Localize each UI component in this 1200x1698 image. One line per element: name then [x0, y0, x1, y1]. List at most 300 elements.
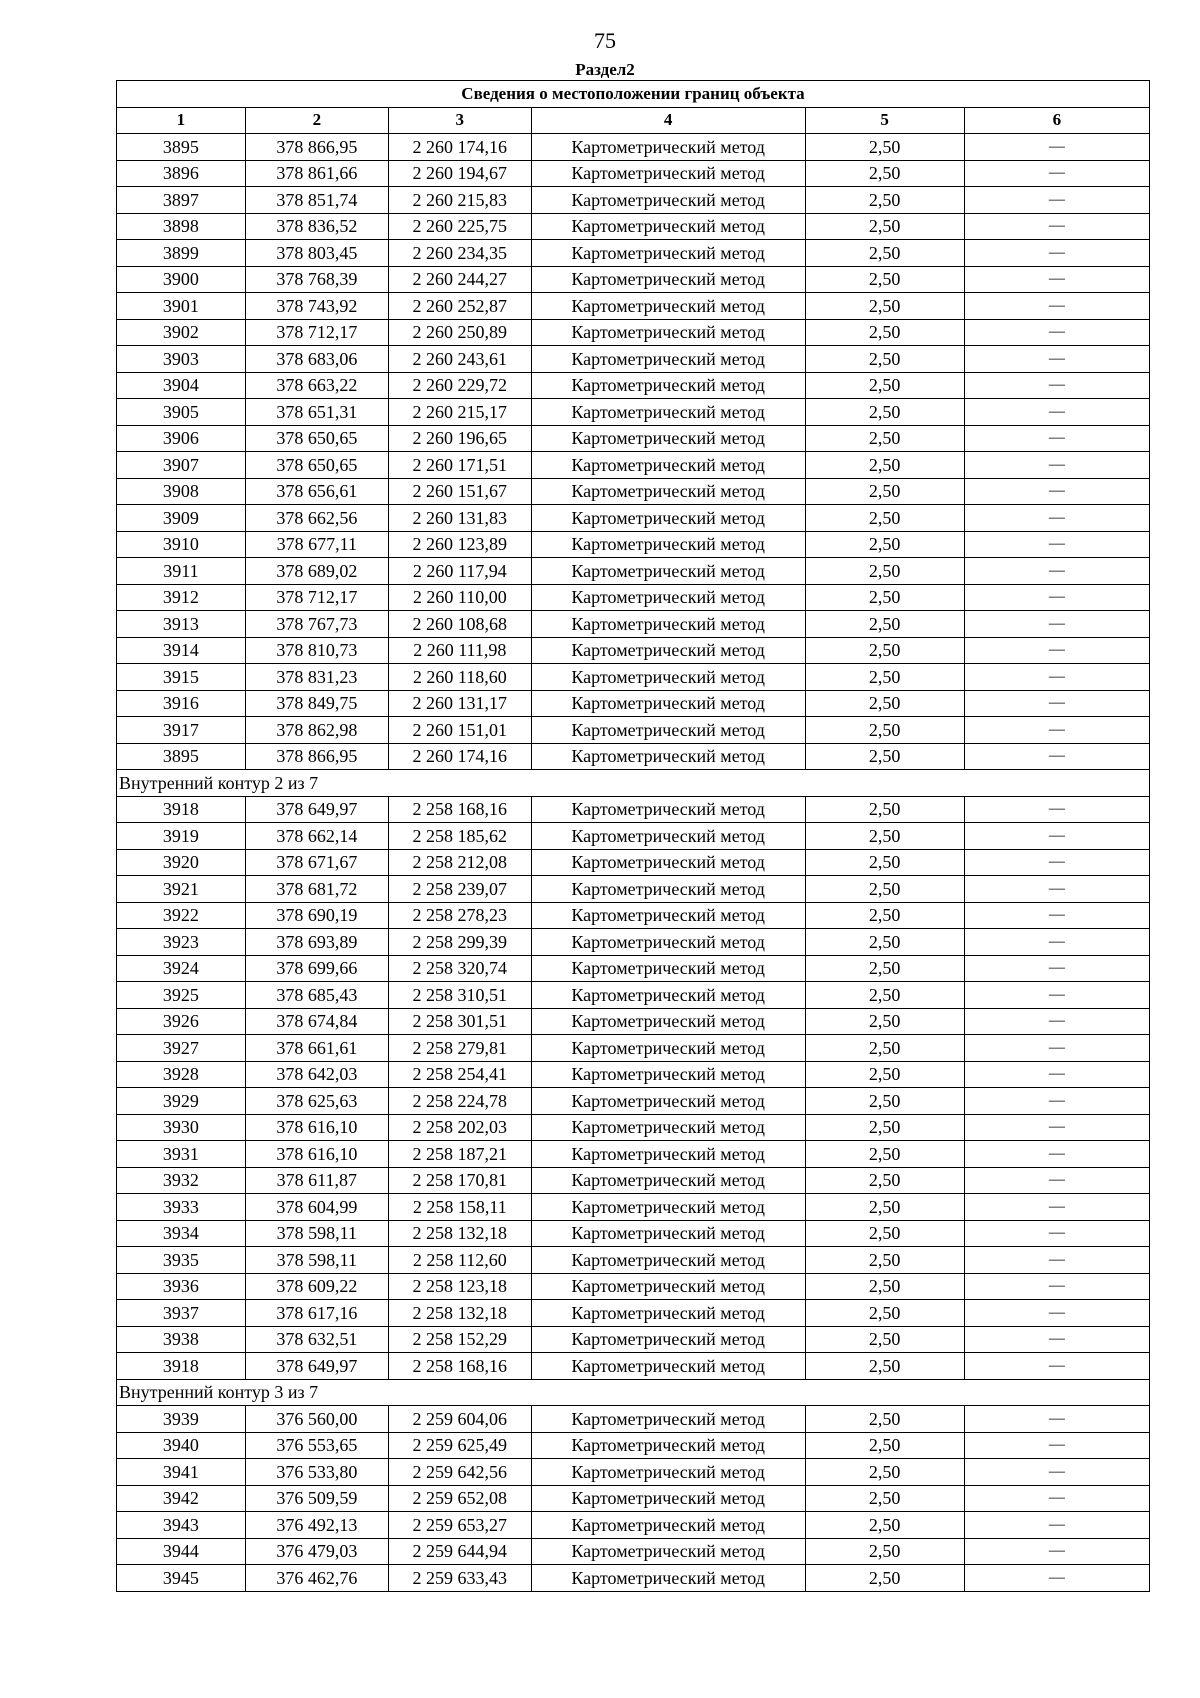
description-cell: —	[964, 664, 1149, 691]
point-number-cell: 3896	[117, 160, 246, 187]
contour-label: Внутренний контур 2 из 7	[117, 770, 1150, 797]
x-coordinate-cell: 378 861,66	[245, 160, 388, 187]
y-coordinate-cell: 2 258 212,08	[388, 849, 531, 876]
description-cell: —	[964, 160, 1149, 187]
table-row	[117, 823, 1150, 850]
x-coordinate-cell: 378 616,10	[245, 1114, 388, 1141]
method-cell: Картометрический метод	[531, 717, 805, 744]
accuracy-cell: 2,50	[805, 1459, 964, 1486]
accuracy-cell: 2,50	[805, 319, 964, 346]
y-coordinate-cell: 2 258 301,51	[388, 1008, 531, 1035]
x-coordinate-cell: 378 611,87	[245, 1167, 388, 1194]
point-number-cell: 3923	[117, 929, 246, 956]
accuracy-cell: 2,50	[805, 1220, 964, 1247]
table-row	[117, 1406, 1150, 1433]
column-number: 6	[964, 107, 1149, 134]
method-cell: Картометрический метод	[531, 478, 805, 505]
x-coordinate-cell: 378 836,52	[245, 213, 388, 240]
x-coordinate-cell: 378 650,65	[245, 452, 388, 479]
description-cell: —	[964, 1247, 1149, 1274]
section-title: Раздел2	[575, 60, 635, 79]
y-coordinate-cell: 2 260 171,51	[388, 452, 531, 479]
accuracy-cell: 2,50	[805, 531, 964, 558]
point-number-cell: 3943	[117, 1512, 246, 1539]
table-row	[117, 637, 1150, 664]
y-coordinate-cell: 2 260 174,16	[388, 134, 531, 161]
point-number-cell: 3930	[117, 1114, 246, 1141]
x-coordinate-cell: 378 685,43	[245, 982, 388, 1009]
table-row	[117, 1432, 1150, 1459]
y-coordinate-cell: 2 260 194,67	[388, 160, 531, 187]
x-coordinate-cell: 378 617,16	[245, 1300, 388, 1327]
accuracy-cell: 2,50	[805, 823, 964, 850]
table-row	[117, 584, 1150, 611]
description-cell: —	[964, 1512, 1149, 1539]
method-cell: Картометрический метод	[531, 372, 805, 399]
y-coordinate-cell: 2 260 110,00	[388, 584, 531, 611]
x-coordinate-cell: 378 616,10	[245, 1141, 388, 1168]
method-cell: Картометрический метод	[531, 1035, 805, 1062]
point-number-cell: 3935	[117, 1247, 246, 1274]
x-coordinate-cell: 378 662,14	[245, 823, 388, 850]
table-row	[117, 955, 1150, 982]
accuracy-cell: 2,50	[805, 1194, 964, 1221]
y-coordinate-cell: 2 260 234,35	[388, 240, 531, 267]
accuracy-cell: 2,50	[805, 1353, 964, 1380]
description-cell: —	[964, 902, 1149, 929]
y-coordinate-cell: 2 260 108,68	[388, 611, 531, 638]
table-row	[117, 425, 1150, 452]
table-row	[117, 929, 1150, 956]
description-cell: —	[964, 452, 1149, 479]
accuracy-cell: 2,50	[805, 1406, 964, 1433]
x-coordinate-cell: 378 649,97	[245, 1353, 388, 1380]
x-coordinate-cell: 378 851,74	[245, 187, 388, 214]
description-cell: —	[964, 1194, 1149, 1221]
table-row	[117, 1512, 1150, 1539]
accuracy-cell: 2,50	[805, 187, 964, 214]
point-number-cell: 3897	[117, 187, 246, 214]
x-coordinate-cell: 378 650,65	[245, 425, 388, 452]
point-number-cell: 3899	[117, 240, 246, 267]
accuracy-cell: 2,50	[805, 293, 964, 320]
description-cell: —	[964, 1035, 1149, 1062]
description-cell: —	[964, 1300, 1149, 1327]
y-coordinate-cell: 2 258 202,03	[388, 1114, 531, 1141]
y-coordinate-cell: 2 258 224,78	[388, 1088, 531, 1115]
method-cell: Картометрический метод	[531, 1088, 805, 1115]
table-row	[117, 902, 1150, 929]
description-cell: —	[964, 1061, 1149, 1088]
y-coordinate-cell: 2 258 187,21	[388, 1141, 531, 1168]
table-caption: Сведения о местоположении границ объекта	[117, 81, 1150, 108]
y-coordinate-cell: 2 258 152,29	[388, 1326, 531, 1353]
y-coordinate-cell: 2 258 158,11	[388, 1194, 531, 1221]
method-cell: Картометрический метод	[531, 160, 805, 187]
y-coordinate-cell: 2 258 299,39	[388, 929, 531, 956]
method-cell: Картометрический метод	[531, 1326, 805, 1353]
y-coordinate-cell: 2 260 123,89	[388, 531, 531, 558]
description-cell: —	[964, 1273, 1149, 1300]
description-cell: —	[964, 1141, 1149, 1168]
method-cell: Картометрический метод	[531, 1459, 805, 1486]
method-cell: Картометрический метод	[531, 637, 805, 664]
method-cell: Картометрический метод	[531, 213, 805, 240]
x-coordinate-cell: 378 625,63	[245, 1088, 388, 1115]
y-coordinate-cell: 2 258 168,16	[388, 796, 531, 823]
x-coordinate-cell: 378 671,67	[245, 849, 388, 876]
table-row	[117, 1326, 1150, 1353]
method-cell: Картометрический метод	[531, 982, 805, 1009]
x-coordinate-cell: 378 674,84	[245, 1008, 388, 1035]
x-coordinate-cell: 378 767,73	[245, 611, 388, 638]
y-coordinate-cell: 2 260 229,72	[388, 372, 531, 399]
column-number: 5	[805, 107, 964, 134]
y-coordinate-cell: 2 258 278,23	[388, 902, 531, 929]
table-row	[117, 266, 1150, 293]
table-row	[117, 505, 1150, 532]
point-number-cell: 3926	[117, 1008, 246, 1035]
point-number-cell: 3928	[117, 1061, 246, 1088]
description-cell: —	[964, 637, 1149, 664]
table-row	[117, 213, 1150, 240]
method-cell: Картометрический метод	[531, 1565, 805, 1592]
description-cell: —	[964, 1088, 1149, 1115]
description-cell: —	[964, 1406, 1149, 1433]
table-row	[117, 1008, 1150, 1035]
point-number-cell: 3941	[117, 1459, 246, 1486]
method-cell: Картометрический метод	[531, 452, 805, 479]
point-number-cell: 3917	[117, 717, 246, 744]
accuracy-cell: 2,50	[805, 346, 964, 373]
point-number-cell: 3895	[117, 134, 246, 161]
accuracy-cell: 2,50	[805, 266, 964, 293]
x-coordinate-cell: 378 683,06	[245, 346, 388, 373]
method-cell: Картометрический метод	[531, 902, 805, 929]
x-coordinate-cell: 376 533,80	[245, 1459, 388, 1486]
table-row	[117, 1247, 1150, 1274]
description-cell: —	[964, 240, 1149, 267]
method-cell: Картометрический метод	[531, 240, 805, 267]
contour-header-row	[117, 1379, 1150, 1406]
column-number: 1	[117, 107, 246, 134]
point-number-cell: 3913	[117, 611, 246, 638]
description-cell: —	[964, 1538, 1149, 1565]
accuracy-cell: 2,50	[805, 1035, 964, 1062]
x-coordinate-cell: 378 866,95	[245, 134, 388, 161]
table-row	[117, 478, 1150, 505]
y-coordinate-cell: 2 260 225,75	[388, 213, 531, 240]
accuracy-cell: 2,50	[805, 1061, 964, 1088]
table-row	[117, 1114, 1150, 1141]
point-number-cell: 3921	[117, 876, 246, 903]
accuracy-cell: 2,50	[805, 1565, 964, 1592]
accuracy-cell: 2,50	[805, 1141, 964, 1168]
point-number-cell: 3911	[117, 558, 246, 585]
accuracy-cell: 2,50	[805, 452, 964, 479]
description-cell: —	[964, 213, 1149, 240]
y-coordinate-cell: 2 260 196,65	[388, 425, 531, 452]
y-coordinate-cell: 2 260 118,60	[388, 664, 531, 691]
accuracy-cell: 2,50	[805, 929, 964, 956]
column-number: 4	[531, 107, 805, 134]
point-number-cell: 3920	[117, 849, 246, 876]
accuracy-cell: 2,50	[805, 558, 964, 585]
accuracy-cell: 2,50	[805, 1008, 964, 1035]
method-cell: Картометрический метод	[531, 1247, 805, 1274]
x-coordinate-cell: 378 651,31	[245, 399, 388, 426]
description-cell: —	[964, 558, 1149, 585]
accuracy-cell: 2,50	[805, 240, 964, 267]
description-cell: —	[964, 531, 1149, 558]
x-coordinate-cell: 378 632,51	[245, 1326, 388, 1353]
description-cell: —	[964, 955, 1149, 982]
table-row	[117, 1273, 1150, 1300]
contour-label: Внутренний контур 3 из 7	[117, 1379, 1150, 1406]
description-cell: —	[964, 982, 1149, 1009]
x-coordinate-cell: 378 663,22	[245, 372, 388, 399]
description-cell: —	[964, 1114, 1149, 1141]
accuracy-cell: 2,50	[805, 982, 964, 1009]
table-row	[117, 240, 1150, 267]
y-coordinate-cell: 2 258 132,18	[388, 1300, 531, 1327]
table-row	[117, 1141, 1150, 1168]
accuracy-cell: 2,50	[805, 372, 964, 399]
table-row	[117, 346, 1150, 373]
x-coordinate-cell: 378 649,97	[245, 796, 388, 823]
x-coordinate-cell: 378 862,98	[245, 717, 388, 744]
description-cell: —	[964, 134, 1149, 161]
point-number-cell: 3924	[117, 955, 246, 982]
table-row	[117, 1035, 1150, 1062]
x-coordinate-cell: 378 642,03	[245, 1061, 388, 1088]
y-coordinate-cell: 2 260 215,17	[388, 399, 531, 426]
point-number-cell: 3910	[117, 531, 246, 558]
x-coordinate-cell: 378 609,22	[245, 1273, 388, 1300]
accuracy-cell: 2,50	[805, 876, 964, 903]
description-cell: —	[964, 743, 1149, 770]
point-number-cell: 3909	[117, 505, 246, 532]
accuracy-cell: 2,50	[805, 796, 964, 823]
method-cell: Картометрический метод	[531, 187, 805, 214]
point-number-cell: 3903	[117, 346, 246, 373]
table-row	[117, 1220, 1150, 1247]
table-row	[117, 743, 1150, 770]
y-coordinate-cell: 2 260 243,61	[388, 346, 531, 373]
description-cell: —	[964, 1485, 1149, 1512]
accuracy-cell: 2,50	[805, 1167, 964, 1194]
x-coordinate-cell: 376 479,03	[245, 1538, 388, 1565]
method-cell: Картометрический метод	[531, 823, 805, 850]
table-row	[117, 1167, 1150, 1194]
point-number-cell: 3902	[117, 319, 246, 346]
y-coordinate-cell: 2 258 112,60	[388, 1247, 531, 1274]
y-coordinate-cell: 2 259 625,49	[388, 1432, 531, 1459]
description-cell: —	[964, 823, 1149, 850]
method-cell: Картометрический метод	[531, 1061, 805, 1088]
y-coordinate-cell: 2 260 151,67	[388, 478, 531, 505]
accuracy-cell: 2,50	[805, 1432, 964, 1459]
description-cell: —	[964, 929, 1149, 956]
table-row	[117, 134, 1150, 161]
accuracy-cell: 2,50	[805, 902, 964, 929]
boundary-coordinates-table	[116, 80, 1150, 1592]
accuracy-cell: 2,50	[805, 664, 964, 691]
page-number: 75	[594, 28, 616, 53]
description-cell: —	[964, 399, 1149, 426]
accuracy-cell: 2,50	[805, 1538, 964, 1565]
table-row	[117, 1061, 1150, 1088]
y-coordinate-cell: 2 258 254,41	[388, 1061, 531, 1088]
description-cell: —	[964, 293, 1149, 320]
description-cell: —	[964, 187, 1149, 214]
y-coordinate-cell: 2 260 252,87	[388, 293, 531, 320]
contour-header-row	[117, 770, 1150, 797]
table-row	[117, 372, 1150, 399]
point-number-cell: 3918	[117, 1353, 246, 1380]
description-cell: —	[964, 372, 1149, 399]
point-number-cell: 3929	[117, 1088, 246, 1115]
y-coordinate-cell: 2 259 644,94	[388, 1538, 531, 1565]
accuracy-cell: 2,50	[805, 1300, 964, 1327]
description-cell: —	[964, 1353, 1149, 1380]
table-row	[117, 452, 1150, 479]
description-cell: —	[964, 584, 1149, 611]
table-row	[117, 876, 1150, 903]
point-number-cell: 3939	[117, 1406, 246, 1433]
accuracy-cell: 2,50	[805, 637, 964, 664]
accuracy-cell: 2,50	[805, 1485, 964, 1512]
table-row	[117, 611, 1150, 638]
x-coordinate-cell: 378 604,99	[245, 1194, 388, 1221]
method-cell: Картометрический метод	[531, 1194, 805, 1221]
accuracy-cell: 2,50	[805, 213, 964, 240]
table-row	[117, 1565, 1150, 1592]
x-coordinate-cell: 378 743,92	[245, 293, 388, 320]
y-coordinate-cell: 2 258 279,81	[388, 1035, 531, 1062]
accuracy-cell: 2,50	[805, 1247, 964, 1274]
y-coordinate-cell: 2 259 652,08	[388, 1485, 531, 1512]
description-cell: —	[964, 1459, 1149, 1486]
x-coordinate-cell: 376 553,65	[245, 1432, 388, 1459]
y-coordinate-cell: 2 258 310,51	[388, 982, 531, 1009]
description-cell: —	[964, 849, 1149, 876]
point-number-cell: 3900	[117, 266, 246, 293]
x-coordinate-cell: 378 699,66	[245, 955, 388, 982]
point-number-cell: 3934	[117, 1220, 246, 1247]
y-coordinate-cell: 2 259 633,43	[388, 1565, 531, 1592]
description-cell: —	[964, 1326, 1149, 1353]
method-cell: Картометрический метод	[531, 1406, 805, 1433]
method-cell: Картометрический метод	[531, 1114, 805, 1141]
accuracy-cell: 2,50	[805, 505, 964, 532]
table-row	[117, 1538, 1150, 1565]
column-number: 2	[245, 107, 388, 134]
x-coordinate-cell: 378 803,45	[245, 240, 388, 267]
method-cell: Картометрический метод	[531, 876, 805, 903]
table-row	[117, 1088, 1150, 1115]
method-cell: Картометрический метод	[531, 134, 805, 161]
point-number-cell: 3922	[117, 902, 246, 929]
table-row	[117, 1459, 1150, 1486]
accuracy-cell: 2,50	[805, 1326, 964, 1353]
table-row	[117, 717, 1150, 744]
x-coordinate-cell: 376 462,76	[245, 1565, 388, 1592]
point-number-cell: 3927	[117, 1035, 246, 1062]
description-cell: —	[964, 796, 1149, 823]
table-row	[117, 1194, 1150, 1221]
point-number-cell: 3905	[117, 399, 246, 426]
x-coordinate-cell: 378 662,56	[245, 505, 388, 532]
table-row	[117, 160, 1150, 187]
point-number-cell: 3916	[117, 690, 246, 717]
description-cell: —	[964, 1220, 1149, 1247]
description-cell: —	[964, 1008, 1149, 1035]
y-coordinate-cell: 2 258 123,18	[388, 1273, 531, 1300]
accuracy-cell: 2,50	[805, 743, 964, 770]
point-number-cell: 3898	[117, 213, 246, 240]
accuracy-cell: 2,50	[805, 611, 964, 638]
method-cell: Картометрический метод	[531, 955, 805, 982]
table-row	[117, 664, 1150, 691]
description-cell: —	[964, 1565, 1149, 1592]
point-number-cell: 3908	[117, 478, 246, 505]
table-row	[117, 982, 1150, 1009]
x-coordinate-cell: 378 681,72	[245, 876, 388, 903]
y-coordinate-cell: 2 259 604,06	[388, 1406, 531, 1433]
method-cell: Картометрический метод	[531, 743, 805, 770]
method-cell: Картометрический метод	[531, 1220, 805, 1247]
x-coordinate-cell: 378 690,19	[245, 902, 388, 929]
y-coordinate-cell: 2 258 320,74	[388, 955, 531, 982]
y-coordinate-cell: 2 260 250,89	[388, 319, 531, 346]
table-row	[117, 531, 1150, 558]
table-row	[117, 690, 1150, 717]
accuracy-cell: 2,50	[805, 690, 964, 717]
method-cell: Картометрический метод	[531, 399, 805, 426]
y-coordinate-cell: 2 258 170,81	[388, 1167, 531, 1194]
x-coordinate-cell: 378 866,95	[245, 743, 388, 770]
y-coordinate-cell: 2 258 185,62	[388, 823, 531, 850]
description-cell: —	[964, 876, 1149, 903]
description-cell: —	[964, 505, 1149, 532]
y-coordinate-cell: 2 260 174,16	[388, 743, 531, 770]
table-row	[117, 399, 1150, 426]
point-number-cell: 3904	[117, 372, 246, 399]
method-cell: Картометрический метод	[531, 796, 805, 823]
point-number-cell: 3895	[117, 743, 246, 770]
x-coordinate-cell: 378 598,11	[245, 1220, 388, 1247]
x-coordinate-cell: 378 712,17	[245, 319, 388, 346]
x-coordinate-cell: 378 831,23	[245, 664, 388, 691]
method-cell: Картометрический метод	[531, 611, 805, 638]
point-number-cell: 3915	[117, 664, 246, 691]
method-cell: Картометрический метод	[531, 319, 805, 346]
description-cell: —	[964, 1167, 1149, 1194]
table-row	[117, 1485, 1150, 1512]
method-cell: Картометрический метод	[531, 584, 805, 611]
x-coordinate-cell: 378 689,02	[245, 558, 388, 585]
accuracy-cell: 2,50	[805, 1512, 964, 1539]
accuracy-cell: 2,50	[805, 584, 964, 611]
x-coordinate-cell: 378 768,39	[245, 266, 388, 293]
table-row	[117, 796, 1150, 823]
accuracy-cell: 2,50	[805, 160, 964, 187]
method-cell: Картометрический метод	[531, 1538, 805, 1565]
x-coordinate-cell: 378 810,73	[245, 637, 388, 664]
point-number-cell: 3925	[117, 982, 246, 1009]
x-coordinate-cell: 378 656,61	[245, 478, 388, 505]
